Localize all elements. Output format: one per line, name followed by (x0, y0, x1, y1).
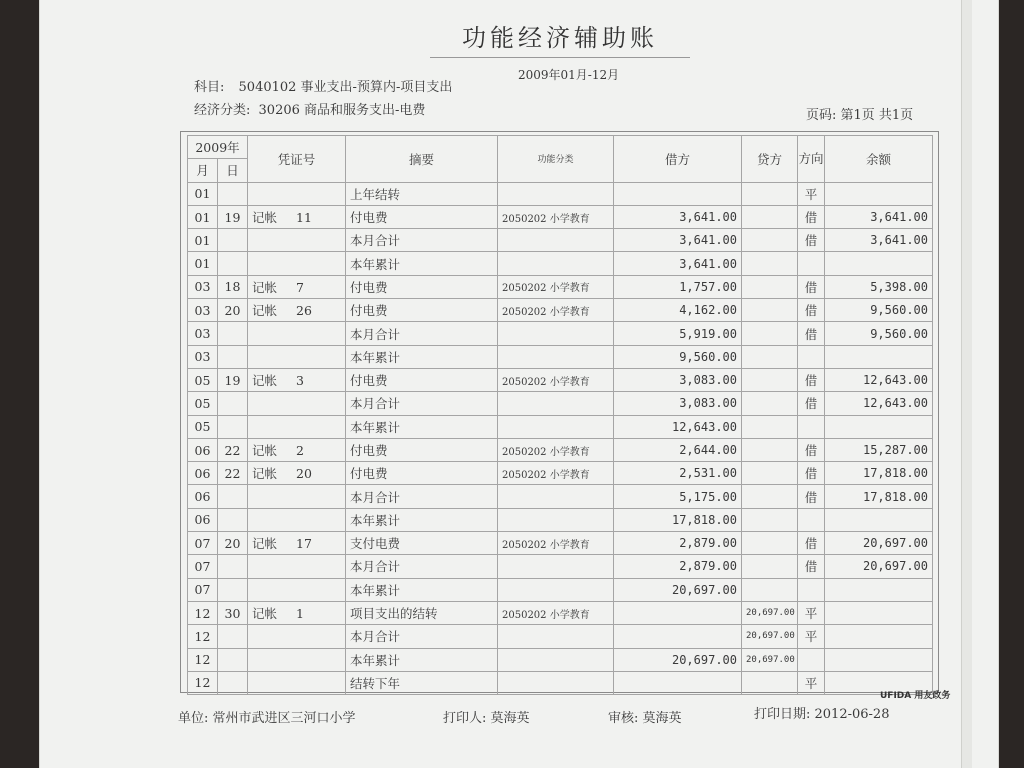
month-cell: 05 (188, 392, 218, 415)
voucher-cell (248, 275, 346, 298)
voucher-header: 凭证号 (248, 136, 346, 183)
day-cell: 30 (218, 601, 248, 624)
direction-cell: 借 (798, 485, 825, 508)
balance-cell: 9,560.00 (825, 322, 933, 345)
balance-cell: 12,643.00 (825, 392, 933, 415)
credit-cell (742, 182, 798, 205)
month-cell: 07 (188, 555, 218, 578)
day-cell: 19 (218, 205, 248, 228)
balance-cell: 12,643.00 (825, 368, 933, 391)
voucher-cell (248, 578, 346, 601)
ledger-row (188, 648, 933, 671)
voucher-cell (248, 345, 346, 368)
function-cell: 2050202 小学教育 (498, 462, 614, 485)
voucher-number: 17 (296, 536, 312, 552)
debit-cell: 4,162.00 (614, 299, 742, 322)
balance-cell (825, 508, 933, 531)
debit-header: 借方 (614, 136, 742, 183)
direction-cell: 借 (798, 299, 825, 322)
voucher-kind: 记帐 (252, 536, 278, 552)
credit-cell (742, 368, 798, 391)
credit-cell: 20,697.00 (742, 601, 798, 624)
print-date: 打印日期: 2012-06-28 (754, 707, 890, 722)
day-cell (218, 322, 248, 345)
balance-cell: 3,641.00 (825, 229, 933, 252)
credit-cell (742, 299, 798, 322)
debit-cell: 12,643.00 (614, 415, 742, 438)
month-cell: 05 (188, 368, 218, 391)
function-cell: 2050202 小学教育 (498, 601, 614, 624)
credit-cell (742, 532, 798, 555)
direction-cell (798, 578, 825, 601)
summary-cell: 付电费 (346, 299, 498, 322)
month-cell: 12 (188, 648, 218, 671)
ledger-row (188, 229, 933, 252)
day-cell (218, 345, 248, 368)
ledger-row (188, 415, 933, 438)
month-cell: 07 (188, 578, 218, 601)
function-cell (498, 322, 614, 345)
ledger-row (188, 485, 933, 508)
function-cell (498, 229, 614, 252)
voucher-cell (248, 601, 346, 624)
summary-header: 摘要 (346, 136, 498, 183)
voucher-cell (248, 438, 346, 461)
function-cell: 2050202 小学教育 (498, 275, 614, 298)
voucher-kind: 记帐 (252, 210, 278, 226)
function-cell (498, 648, 614, 671)
month-cell: 03 (188, 299, 218, 322)
econ-class-label: 经济分类: (194, 103, 251, 118)
voucher-cell (248, 392, 346, 415)
function-cell: 2050202 小学教育 (498, 299, 614, 322)
month-cell: 01 (188, 229, 218, 252)
ledger-row (188, 671, 933, 694)
day-cell: 19 (218, 368, 248, 391)
debit-cell: 5,919.00 (614, 322, 742, 345)
balance-cell (825, 578, 933, 601)
ledger-row (188, 601, 933, 624)
direction-cell: 借 (798, 462, 825, 485)
ledger-row (188, 392, 933, 415)
function-cell: 2050202 小学教育 (498, 205, 614, 228)
period: 2009年01月-12月 (518, 68, 620, 82)
summary-cell: 本年累计 (346, 508, 498, 531)
debit-cell: 3,641.00 (614, 252, 742, 275)
debit-cell: 3,083.00 (614, 368, 742, 391)
credit-cell (742, 415, 798, 438)
ledger-title: 功能经济辅助账 (430, 18, 690, 58)
function-cell (498, 182, 614, 205)
voucher-cell (248, 229, 346, 252)
ledger-row (188, 345, 933, 368)
credit-cell (742, 462, 798, 485)
summary-cell: 本年累计 (346, 345, 498, 368)
month-cell: 06 (188, 438, 218, 461)
balance-cell: 17,818.00 (825, 485, 933, 508)
voucher-cell (248, 625, 346, 648)
voucher-cell (248, 508, 346, 531)
summary-cell: 付电费 (346, 275, 498, 298)
debit-cell: 2,879.00 (614, 532, 742, 555)
summary-cell: 本年累计 (346, 252, 498, 275)
direction-cell: 借 (798, 392, 825, 415)
ufida-logo: UFIDA 用友政务 (880, 691, 951, 701)
direction-header: 方向 (798, 136, 825, 183)
ledger-body (188, 182, 933, 695)
day-cell (218, 252, 248, 275)
month-cell: 03 (188, 275, 218, 298)
voucher-cell (248, 322, 346, 345)
ledger-row (188, 462, 933, 485)
voucher-cell (248, 299, 346, 322)
page-number: 页码: 第1页 共1页 (806, 108, 914, 123)
balance-cell (825, 182, 933, 205)
function-cell (498, 578, 614, 601)
debit-cell: 9,560.00 (614, 345, 742, 368)
ledger-table (187, 135, 933, 695)
voucher-kind: 记帐 (252, 443, 278, 458)
function-cell (498, 508, 614, 531)
function-cell (498, 392, 614, 415)
credit-cell: 20,697.00 (742, 648, 798, 671)
balance-cell (825, 601, 933, 624)
balance-cell: 20,697.00 (825, 555, 933, 578)
voucher-kind: 记帐 (252, 466, 278, 482)
voucher-cell (248, 415, 346, 438)
ledger-row (188, 625, 933, 648)
month-cell: 01 (188, 182, 218, 205)
debit-cell: 3,641.00 (614, 205, 742, 228)
balance-cell (825, 252, 933, 275)
day-cell: 22 (218, 462, 248, 485)
summary-cell: 上年结转 (346, 182, 498, 205)
credit-cell: 20,697.00 (742, 625, 798, 648)
month-cell: 01 (188, 205, 218, 228)
month-cell: 06 (188, 462, 218, 485)
day-cell (218, 578, 248, 601)
month-cell: 03 (188, 322, 218, 345)
month-cell: 12 (188, 625, 218, 648)
day-cell (218, 671, 248, 694)
debit-cell: 5,175.00 (614, 485, 742, 508)
direction-cell (798, 345, 825, 368)
voucher-number: 2 (296, 443, 304, 458)
debit-cell (614, 601, 742, 624)
debit-cell: 20,697.00 (614, 648, 742, 671)
day-header: 日 (218, 159, 248, 182)
summary-cell: 本月合计 (346, 322, 498, 345)
function-cell (498, 485, 614, 508)
debit-cell: 17,818.00 (614, 508, 742, 531)
summary-cell: 付电费 (346, 438, 498, 461)
month-cell: 06 (188, 485, 218, 508)
direction-cell: 借 (798, 555, 825, 578)
direction-cell: 借 (798, 275, 825, 298)
voucher-number: 11 (296, 210, 312, 226)
summary-cell: 本年累计 (346, 415, 498, 438)
direction-cell (798, 508, 825, 531)
credit-cell (742, 485, 798, 508)
voucher-kind: 记帐 (252, 373, 278, 389)
subject-value: 5040102 事业支出-预算内-项目支出 (238, 80, 453, 95)
credit-cell (742, 578, 798, 601)
summary-cell: 本年累计 (346, 648, 498, 671)
voucher-kind: 记帐 (252, 606, 278, 622)
debit-cell (614, 671, 742, 694)
direction-cell: 借 (798, 205, 825, 228)
function-header: 功能分类 (498, 136, 614, 183)
summary-cell: 本月合计 (346, 392, 498, 415)
direction-cell: 借 (798, 532, 825, 555)
summary-cell: 本月合计 (346, 625, 498, 648)
month-cell: 01 (188, 252, 218, 275)
voucher-cell (248, 485, 346, 508)
direction-cell (798, 252, 825, 275)
credit-cell (742, 229, 798, 252)
balance-cell: 3,641.00 (825, 205, 933, 228)
auditor: 审核: 莫海英 (608, 711, 682, 726)
voucher-cell (248, 555, 346, 578)
voucher-number: 1 (296, 606, 304, 622)
function-cell: 2050202 小学教育 (498, 368, 614, 391)
direction-cell: 借 (798, 368, 825, 391)
voucher-cell (248, 252, 346, 275)
summary-cell: 本月合计 (346, 555, 498, 578)
credit-cell (742, 508, 798, 531)
ledger-row (188, 555, 933, 578)
function-cell (498, 625, 614, 648)
function-cell: 2050202 小学教育 (498, 532, 614, 555)
debit-cell: 2,531.00 (614, 462, 742, 485)
voucher-number: 3 (296, 373, 304, 389)
credit-cell (742, 345, 798, 368)
debit-cell: 3,083.00 (614, 392, 742, 415)
econ-class-value: 30206 商品和服务支出-电费 (258, 103, 426, 118)
subject-label: 科目: (194, 80, 225, 95)
year-header: 2009年 (188, 136, 248, 159)
printer: 打印人: 莫海英 (443, 711, 530, 726)
paper-edge (961, 0, 972, 768)
voucher-number: 7 (296, 279, 304, 295)
summary-cell: 本月合计 (346, 229, 498, 252)
credit-cell (742, 438, 798, 461)
debit-cell: 2,879.00 (614, 555, 742, 578)
credit-cell (742, 671, 798, 694)
balance-cell: 5,398.00 (825, 275, 933, 298)
ledger-row (188, 205, 933, 228)
day-cell: 20 (218, 532, 248, 555)
function-cell (498, 555, 614, 578)
function-cell (498, 345, 614, 368)
credit-cell (742, 392, 798, 415)
ledger-row (188, 368, 933, 391)
ledger-row (188, 578, 933, 601)
voucher-kind: 记帐 (252, 279, 278, 295)
voucher-number: 20 (296, 466, 312, 482)
summary-cell: 支付电费 (346, 532, 498, 555)
voucher-cell (248, 182, 346, 205)
voucher-cell (248, 648, 346, 671)
direction-cell: 平 (798, 182, 825, 205)
econ-class-line (194, 99, 425, 118)
day-cell (218, 392, 248, 415)
ledger-row (188, 322, 933, 345)
month-cell: 06 (188, 508, 218, 531)
debit-cell: 2,644.00 (614, 438, 742, 461)
ledger-row (188, 275, 933, 298)
ledger-row (188, 252, 933, 275)
day-cell (218, 508, 248, 531)
function-cell: 2050202 小学教育 (498, 438, 614, 461)
debit-cell: 3,641.00 (614, 229, 742, 252)
voucher-cell (248, 462, 346, 485)
ledger-row (188, 438, 933, 461)
summary-cell: 付电费 (346, 462, 498, 485)
direction-cell: 平 (798, 671, 825, 694)
summary-cell: 本月合计 (346, 485, 498, 508)
day-cell (218, 485, 248, 508)
direction-cell (798, 648, 825, 671)
summary-cell: 付电费 (346, 205, 498, 228)
ledger-row (188, 182, 933, 205)
debit-cell (614, 182, 742, 205)
ledger-frame (180, 131, 939, 693)
month-cell: 03 (188, 345, 218, 368)
balance-cell: 20,697.00 (825, 532, 933, 555)
day-cell (218, 625, 248, 648)
day-cell: 22 (218, 438, 248, 461)
day-cell (218, 648, 248, 671)
balance-cell: 17,818.00 (825, 462, 933, 485)
credit-header: 贷方 (742, 136, 798, 183)
month-header: 月 (188, 159, 218, 182)
day-cell: 20 (218, 299, 248, 322)
function-cell (498, 671, 614, 694)
day-cell (218, 555, 248, 578)
day-cell (218, 229, 248, 252)
voucher-cell (248, 671, 346, 694)
debit-cell: 20,697.00 (614, 578, 742, 601)
day-cell (218, 182, 248, 205)
summary-cell: 付电费 (346, 368, 498, 391)
unit: 单位: 常州市武进区三河口小学 (178, 711, 356, 726)
day-cell (218, 415, 248, 438)
day-cell: 18 (218, 275, 248, 298)
balance-cell (825, 648, 933, 671)
direction-cell: 借 (798, 322, 825, 345)
balance-cell: 15,287.00 (825, 438, 933, 461)
ledger-row (188, 532, 933, 555)
credit-cell (742, 555, 798, 578)
voucher-cell (248, 205, 346, 228)
balance-cell: 9,560.00 (825, 299, 933, 322)
voucher-number: 26 (296, 303, 312, 319)
balance-header: 余额 (825, 136, 933, 183)
summary-cell: 项目支出的结转 (346, 601, 498, 624)
summary-cell: 结转下年 (346, 671, 498, 694)
balance-cell (825, 625, 933, 648)
balance-cell (825, 345, 933, 368)
debit-cell (614, 625, 742, 648)
voucher-cell (248, 368, 346, 391)
debit-cell: 1,757.00 (614, 275, 742, 298)
direction-cell: 借 (798, 438, 825, 461)
direction-cell: 平 (798, 601, 825, 624)
month-cell: 05 (188, 415, 218, 438)
summary-cell: 本年累计 (346, 578, 498, 601)
direction-cell: 平 (798, 625, 825, 648)
direction-cell: 借 (798, 229, 825, 252)
credit-cell (742, 205, 798, 228)
voucher-cell (248, 532, 346, 555)
function-cell (498, 252, 614, 275)
direction-cell (798, 415, 825, 438)
function-cell (498, 415, 614, 438)
credit-cell (742, 252, 798, 275)
subject-line (194, 76, 452, 95)
month-cell: 07 (188, 532, 218, 555)
credit-cell (742, 275, 798, 298)
credit-cell (742, 322, 798, 345)
month-cell: 12 (188, 671, 218, 694)
ledger-row (188, 299, 933, 322)
voucher-kind: 记帐 (252, 303, 278, 319)
ledger-row (188, 508, 933, 531)
month-cell: 12 (188, 601, 218, 624)
balance-cell (825, 415, 933, 438)
